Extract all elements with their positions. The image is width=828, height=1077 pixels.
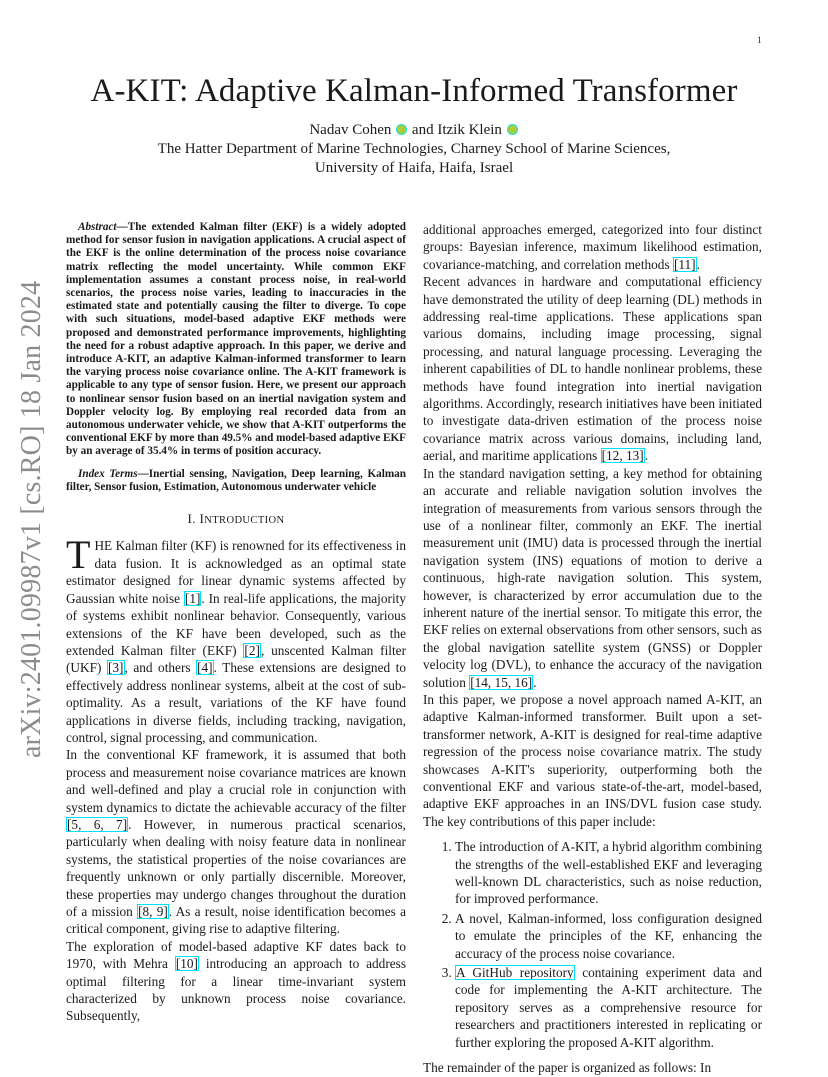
paragraph-text: . As a result, noise identification becomes a critical component, giving rise to adaptive filtering. bbox=[66, 904, 406, 937]
contributions-list bbox=[423, 838, 762, 1051]
body-paragraph bbox=[66, 746, 406, 937]
paragraph-text: Recent advances in hardware and computational efficiency have demonstrated the utility of deep learning (DL) methods in addressing real-time applications. These applications span various domains, including image processing, signal processing, and natural language processing. Leveraging the inherent capabilities of DL to handle nonlinear problems, these methods have found integration into inertial navigation algorithms. Accordingly, research initiatives have been initiated to investigate data-driven estimation of the process noise covariance matrix across various domains, including land, aerial, and maritime applications bbox=[423, 274, 762, 464]
orcid-icon[interactable] bbox=[396, 124, 407, 135]
section-title-initial: I bbox=[199, 511, 205, 527]
index-terms bbox=[66, 468, 406, 494]
citation-link[interactable]: [1] bbox=[184, 590, 201, 606]
citation-link[interactable]: [5, 6, 7] bbox=[67, 816, 128, 832]
body-paragraph bbox=[66, 938, 406, 1025]
paragraph-text: The exploration of model-based adaptive KF dates back to 1970, with Mehra bbox=[66, 938, 406, 972]
paragraph-text: . These extensions are designed to effectively address nonlinear systems, albeit at the cost of sub-optimality. As a result, variations of the KF have found applications in diverse fields, including tracking, navigation, control, signal processing, and communication. bbox=[66, 660, 406, 745]
page-number: 1 bbox=[757, 35, 762, 45]
affiliation-line: The Hatter Department of Marine Technologies, Charney School of Marine Sciences, bbox=[157, 141, 671, 157]
section-title-rest: NTRODUCTION bbox=[204, 515, 285, 527]
citation-link[interactable]: [2] bbox=[244, 642, 260, 658]
body-paragraph bbox=[423, 221, 762, 273]
contribution-item: 1. The introduction of A-KIT, a hybrid algorithm combining the strengths of the well-established EKF and leveraging well-known DL characteristics, such as noise reduction, for improved performance. bbox=[455, 838, 762, 908]
paragraph-text: . bbox=[533, 674, 537, 690]
citation-link[interactable]: [12, 13] bbox=[601, 448, 644, 464]
author-name: Itzik Klein bbox=[437, 122, 502, 138]
section-heading-introduction bbox=[66, 510, 406, 529]
abstract bbox=[66, 221, 406, 459]
paragraph-text: , and others bbox=[124, 660, 197, 676]
citation-link[interactable]: [3] bbox=[107, 660, 124, 676]
paragraph-text: . However, in numerous practical scenarios, particularly when dealing with noisy feature data in nonlinear systems, the statistical properties of the noise covariances are frequently unknown or only partially discernible. Moreover, these properties may undergo changes throughout the duration of a mission bbox=[66, 816, 406, 919]
author-names bbox=[0, 121, 828, 140]
paragraph-text: . bbox=[644, 448, 649, 464]
paragraph-text: introducing an approach to address optimal filtering for a linear time-invariant system characterized by unknown process noise covariance. Subsequently, bbox=[66, 956, 406, 1024]
arxiv-identifier-stamp: arXiv:2401.09987v1 [cs.RO] 18 Jan 2024 bbox=[16, 280, 47, 758]
author-name: Nadav Cohen bbox=[309, 122, 392, 138]
citation-link[interactable]: [8, 9] bbox=[138, 904, 168, 919]
section-numeral: I. bbox=[187, 511, 196, 527]
paper-title: A-KIT: Adaptive Kalman-Informed Transformer bbox=[90, 73, 738, 109]
right-column bbox=[423, 221, 762, 1077]
index-terms-text: —Inertial sensing, Navigation, Deep learning, Kalman filter, Sensor fusion, Estimation, Autonomous underwater vehicle bbox=[66, 467, 406, 493]
contribution-text: containing experiment data and code for implementing the A-KIT architecture. The repository serves as a comprehensive resource for researchers and practitioners interested in replicating or further exploring the proposed A-KIT algorithm. bbox=[455, 965, 762, 1050]
author-block bbox=[0, 121, 828, 178]
abstract-text: —The extended Kalman filter (EKF) is a widely adopted method for sensor fusion in navigation applications. A crucial aspect of the EKF is the online determination of the process noise covariance matrix reflecting the model uncertainty. While common EKF implementation assumes a constant process noise, in real-world scenarios, the process noise varies, leading to inaccuracies in the estimated state and potentially causing the filter to diverge. To cope with such situations, model-based adaptive EKF methods were proposed and demonstrated performance improvements, highlighting the need for a robust adaptive approach. In this paper, we derive and introduce A-KIT, an adaptive Kalman-informed transformer to learn the varying process noise covariance online. The A-KIT framework is applicable to any type of sensor fusion. Here, we present our approach to nonlinear sensor fusion based on an inertial navigation system and Doppler velocity log. By employing real recorded data from an autonomous underwater vehicle, we show that A-KIT outperforms the conventional EKF by more than 49.5% and model-based adaptive EKF by an average of 35.4% in terms of position accuracy. bbox=[66, 221, 407, 458]
affiliation-line: University of Haifa, Haifa, Israel bbox=[314, 160, 514, 176]
body-paragraph bbox=[423, 273, 762, 464]
paragraph-text: In the conventional KF framework, it is assumed that both process and measurement noise covariance matrices are known and well-defined and play a crucial role in conjunction with system dynamics to dictate the achievable accuracy of the filter bbox=[66, 747, 406, 815]
paragraph-text: , unscented Kalman filter (UKF) bbox=[66, 642, 406, 676]
contribution-item bbox=[455, 964, 762, 1051]
paragraph-text: . In real-life applications, the majority of systems exhibit nonlinear behavior. Consequently, various extensions of the KF have been developed, such as the extended Kalman filter (EKF) bbox=[66, 590, 406, 658]
paragraph-text: . bbox=[696, 256, 700, 272]
paragraph-text: additional approaches emerged, categorized into four distinct groups: Bayesian inference, maximum likelihood estimation, covariance-matching, and correlation methods bbox=[423, 222, 762, 272]
citation-link[interactable]: [11] bbox=[673, 256, 696, 272]
body-paragraph: The remainder of the paper is organized as follows: In bbox=[423, 1060, 712, 1076]
drop-cap: T bbox=[66, 532, 91, 578]
left-column bbox=[66, 221, 406, 1025]
intro-paragraph bbox=[66, 532, 406, 746]
contribution-item: 2. A novel, Kalman-informed, loss configuration designed to emulate the principles of the KF, enhancing the accuracy of the process noise covariance. bbox=[455, 910, 762, 962]
citation-link[interactable]: [14, 15, 16] bbox=[470, 674, 533, 690]
citation-link[interactable]: [4] bbox=[197, 660, 213, 676]
abstract-label: Abstract bbox=[78, 221, 117, 233]
index-terms-label: Index Terms bbox=[78, 467, 138, 480]
citation-link[interactable]: [10] bbox=[175, 956, 198, 972]
body-paragraph bbox=[423, 465, 762, 691]
paragraph-text: In the standard navigation setting, a key method for obtaining an accurate and reliable navigation solution involves the integration of measurements from various sensors through the use of a nonlinear filter, commonly an EKF. The inertial measurement unit (IMU) data is processed through the inertial navigation system (INS) equations of motion to derive a continuous, high-rate navigation solution. This system, however, is characterized by error accumulation due to the inherent nature of the inertial sensor. To mitigate this error, the EKF relies on external observations from other sensors, such as the global navigation satellite system (GNSS) or Doppler velocity log (DVL), to enhance the accuracy of the navigation solution bbox=[423, 465, 762, 690]
github-repository-link[interactable]: A GitHub repository bbox=[456, 965, 574, 981]
author-conjunction: and bbox=[411, 122, 434, 138]
paragraph-text: HE Kalman filter (KF) is renowned for its effectiveness in data fusion. It is acknowledged as an optimal state estimator designed for linear dynamic systems affected by Gaussian white noise bbox=[66, 538, 406, 606]
body-paragraph: In this paper, we propose a novel approach named A-KIT, an adaptive Kalman-informed transformer. Built upon a set-transformer network, A-KIT is designed for real-time adaptive regression of the process noise covariance matrix. The study showcases A-KIT's superiority, outperforming both the conventional EKF and various state-of-the-art, model-based, adaptive EKF approaches in an INS/DVL fusion case study. The key contributions of this paper include: bbox=[423, 691, 762, 829]
orcid-icon[interactable] bbox=[507, 124, 518, 135]
